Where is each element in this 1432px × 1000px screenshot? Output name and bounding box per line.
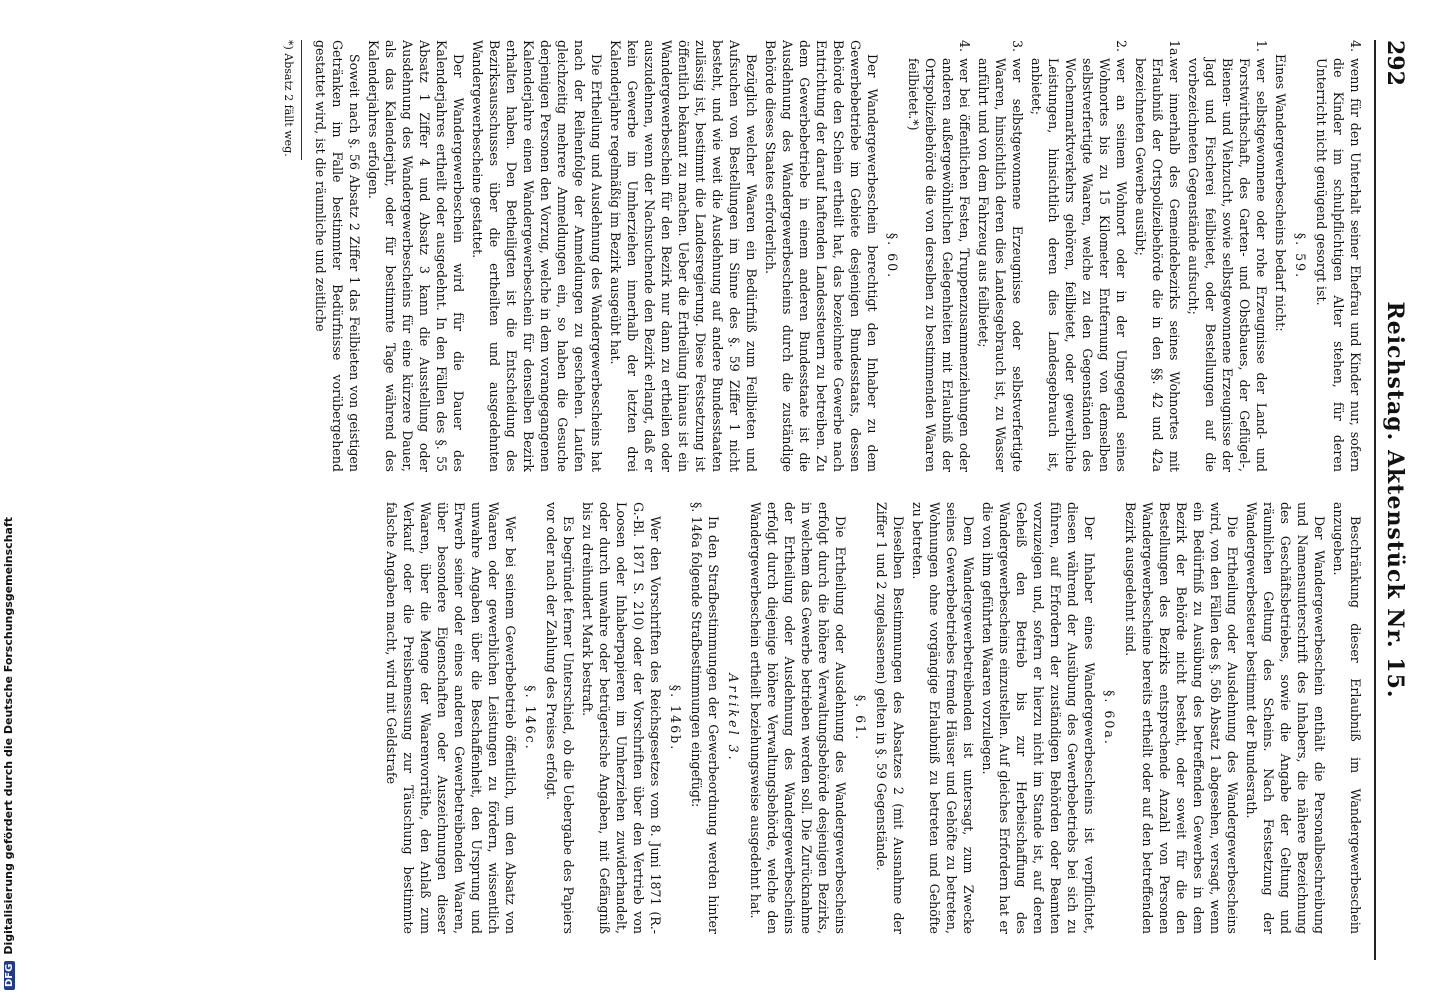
paragraph: Wer den Vorschriften des Reichsgesetzes vom 8. Juni 1871 (R.-G.-Bl. 1871 S. 210) oder der Vorschriften über den Vertrieb von Loosen oder Inhaberpapieren im Umherziehen zuwiderhandelt, oder durch unwahre oder betrügerische Angaben, mit Gefängniß bis zu dreihundert Mark bestraft. bbox=[580, 502, 663, 934]
numbered-paragraph bbox=[1132, 40, 1183, 472]
paragraph: Dem Wandergewerbetreibenden ist untersagt, zum Zwecke seines Gewerbebetriebes fremde Häuser und Gehöfte zu betreten, Wohnungen ohne vorgängige Erlaubniß zu betreten und Gehöfte zu betreten. bbox=[910, 502, 976, 934]
item-text: wenn für den Unterhalt seiner Ehefrau und Kinder nur, sofern die Kinder im schulpflichtigen Alter stehen, für deren Unterricht nicht genügend gesorgt ist. bbox=[1314, 58, 1363, 472]
paragraph: Die Ertheilung oder Ausdehnung des Wandergewerbescheins wird, von den Fällen des §. 56b Absatz 1 abgesehen, versagt, wenn ein Bedürfniß zu Ausübung des betreffenden Gewerbes in dem Bezirk der Behörde nicht besteht, oder soweit für die den Bestellungen des Bezirks entsprechende Anzahl von Personen Wandergewerbescheine bereits ertheilt oder auf den betreffenden Bezirk ausgedehnt sind. bbox=[1123, 502, 1240, 934]
item-text: wer an seinem Wohnort oder in der Umgegend seines Wohnortes bis zu 15 Kilometer Entfernung von demselben selbstverfertigte Waaren, welche zu den Gegenständen des Wochenmarktverkehrs gehören, feilbietet, oder gewerbliche Leistungen, hinsichtlich deren dies Landesgebrauch ist, anbietet; bbox=[1029, 58, 1129, 472]
numbered-paragraph bbox=[975, 40, 1026, 472]
item-text: wer innerhalb des Gemeindebezirks seines Wohnortes mit Erlaubniß der Ortspolizeibehörde die in den §§. 42 und 42a bezeichneten Gewerbe ausübt; bbox=[1133, 58, 1182, 472]
section-heading: §. 146c. bbox=[523, 685, 538, 751]
banner-label: Digitalisierung gefördert durch die Deutsche Forschungsgemeinschaft bbox=[2, 516, 15, 955]
numbered-paragraph bbox=[1313, 40, 1364, 472]
paragraph: Dieselben Bestimmungen des Absatzes 2 (mit Ausnahme der Ziffer 1 und 2 zugelassenen) gelten in §. 59 Gegenstände. bbox=[874, 502, 906, 934]
item-number: 4. bbox=[957, 40, 972, 53]
paragraph: Eines Wandergewerbescheins bedarf nicht: bbox=[1273, 54, 1288, 332]
numbered-paragraph bbox=[1185, 40, 1270, 472]
paragraph: Der Wandergewerbeschein enthält die Personalbeschreibung und Namensunterschrift des Inhabers, die nähere Bezeichnung des Geschäftsbetriebes, sowie die Angabe der Geltung und räumlichen Geltung des Scheins. Nach Festsetzung der Wandergewerbesteuer bestimmt der Bundesrath. bbox=[1244, 502, 1327, 934]
item-number: 1a. bbox=[1167, 40, 1182, 60]
paragraph: Es begründet ferner Unterschied, ob die Uebergabe des Papiers vor oder nach der Zahlung des Preises erfolgt. bbox=[544, 502, 576, 934]
item-number: 2. bbox=[1114, 40, 1129, 53]
section-heading: §. 59. bbox=[1293, 232, 1308, 280]
paragraph: In den Strafbestimmungen der Gewerbeordnung werden hinter §. 146a folgende Strafbestimmungen eingefügt: bbox=[689, 502, 721, 934]
section-heading: §. 60. bbox=[885, 232, 900, 280]
item-text: wer selbstgewonnene Erzeugnisse oder selbstverfertigte Waaren, hinsichtlich deren dies Landesgebrauch ist, zu Wasser anführt und von dem Fahrzeug aus feilbietet; bbox=[976, 58, 1025, 472]
paragraph: Der Wandergewerbeschein wird für die Dauer des Kalenderjahres ertheilt oder ausgedehnt. In den Fällen des §. 55 Absatz 1 Ziffer 4 und Absatz 3 kann die Ausstellung oder Ausdehnung des Wandergewerbescheins für eine kürzere Dauer, als das Kalenderjahr, oder für bestimmte Tage während des Kalenderjahres erfolgen. bbox=[366, 40, 466, 472]
item-number: 3. bbox=[1010, 40, 1025, 53]
section-heading: §. 146b. bbox=[668, 684, 683, 752]
digitization-banner-text bbox=[2, 517, 15, 990]
digitization-banner bbox=[0, 0, 22, 1000]
dfg-logo: DFG bbox=[4, 961, 15, 990]
item-number: 4. bbox=[1348, 40, 1363, 53]
page-title: Reichstag. Aktenstück Nr. 15. bbox=[1382, 301, 1408, 699]
paragraph: Die Ertheilung oder Ausdehnung des Wandergewerbescheins erfolgt durch die höhere Verwaltungsbehörde desjenigen Bezirks, in welchem das Gewerbe betrieben werden soll. Die Zurücknahme der Ertheilung oder Ausdehnung des Wandergewerbescheins erfolgt durch diejenige höhere Verwaltungsbehörde, welche den Wandergewerbeschein ertheilt beziehungsweise ausgedehnt hat. bbox=[748, 502, 848, 934]
left-column bbox=[64, 40, 1364, 472]
paragraph: Wer bei seinem Gewerbebetrieb öffentlich, um den Absatz von Waaren oder gewerblichen Leistungen zu fördern, wissentlich unwahre Angaben über die Beschaffenheit, den Ursprung und Erwerb seiner oder eines anderen Gewerbetreibenden Waaren, über besondere Eigenschaften oder Auszeichnungen dieser Waaren, über die Menge der Waarenvorräthe, den Anlaß zum Verkauf oder die Preisbemessung zur Täuschung bestimmte falsche Angaben macht, wird mit Geldstrafe bbox=[384, 502, 518, 934]
paragraph: Soweit nach §. 56 Absatz 2 Ziffer 1 das Feilbieten von geistigen Getränken im Falle bestimmter Bedürfnisse vorübergehend gestattet wird, ist die räumliche und zeitliche bbox=[313, 40, 362, 472]
footnote: *) Absatz 2 fällt weg. bbox=[282, 40, 295, 157]
page-number: 292 bbox=[1382, 40, 1408, 86]
item-text: wer bei öffentlichen Festen, Truppenzusammenziehungen oder anderen außergewöhnlichen Gelegenheiten mit Erlaubniß der Ortspolizeibehörde die von derselben zu bestimmenden Waaren feilbietet.*) bbox=[906, 58, 972, 472]
item-number: 1. bbox=[1254, 40, 1269, 53]
scanned-page bbox=[32, 0, 1432, 1000]
paragraph: Der Inhaber eines Wandergewerbescheins ist verpflichtet, diesen während der Ausübung des Gewerbebetriebs bei sich zu führen, auf Erfordern der zuständigen Behörden oder Beamten vorzuzeigen und, sofern er hierzu nicht im Stande ist, auf deren Geheiß den Betrieb bis zur Herbeischaffung des Wandergewerbescheins einzustellen. Auf gleiches Erfordern hat er die von ihm geführten Waaren vorzulegen. bbox=[980, 502, 1097, 934]
item-text: wer selbstgewonnene oder rohe Erzeugnisse der Land- und Forstwirthschaft, des Garten- und Obstbaues, der Geflügel-, Bienen- und Viehzucht, sowie selbstgewonnene Erzeugnisse der Jagd und Fischerei feilbietet, oder Bestellungen auf die vorbezeichneten Gegenstände aufsucht; bbox=[1186, 58, 1269, 472]
section-heading: §. 60a. bbox=[1102, 690, 1117, 746]
article-heading: Artikel 3. bbox=[726, 673, 741, 763]
numbered-paragraph bbox=[905, 40, 973, 472]
right-column bbox=[64, 502, 1364, 934]
paragraph: Der Wandergewerbeschein berechtigt den Inhaber zu dem Gewerbebetriebe im Gebiete desjenigen Bundesstaats, dessen Behörde den Schein ertheilt hat, das bezeichnete Gewerbe nach Entrichtung der darauf haftenden Landessteuern zu betreiben. Zu dem Gewerbebetriebe in einem anderen Bundesstaate ist die Ausdehnung des Wandergewerbescheins durch die zuständige Behörde dieses Staates erforderlich. bbox=[763, 40, 880, 472]
page-header bbox=[1374, 40, 1410, 960]
paragraph: Die Ertheilung und Ausdehnung des Wandergewerbescheins hat nach der Reihenfolge der Anmeldungen zu geschehen. Laufen gleichzeitig mehrere Anmeldungen ein, so haben die Gesuche derjenigen Personen den Vorzug, welche in dem vorangegangenen Kalenderjahre einen Wandergewerbeschein für denselben Bezirk erhalten haben. Den Betheiligten ist die Entscheidung des Bezirksausschusses über die ertheilten und ausgedehnten Wandergewerbescheine gestattet. bbox=[470, 40, 604, 472]
section-heading: §. 61. bbox=[853, 694, 868, 742]
paragraph: Beschränkung dieser Erlaubniß im Wandergewerbeschein anzugeben. bbox=[1331, 502, 1363, 934]
numbered-paragraph bbox=[1028, 40, 1130, 472]
paragraph: Bezüglich welcher Waaren ein Bedürfniß zum Feilbieten und Aufsuchen von Bestellungen im Sinne des §. 59 Ziffer 1 nicht besteht, und wie weit die Ausdehnung auf andere Bundesstaaten zulässig ist, bestimmt die Landesregierung. Diese Festsetzung ist öffentlich bekannt zu machen. Ueber die Ertheilung hinaus ist ein Wandergewerbeschein für den Bezirk nur dann zu ertheilen oder auszudehnen, wenn der Nachsuchende den Bezirk erlangt, daß er kein Gewerbe im Umherziehen innerhalb der letzten drei Kalenderjahre regelmäßig im Bezirk ausgeübt hat. bbox=[608, 40, 759, 472]
footnote-divider bbox=[301, 40, 302, 160]
